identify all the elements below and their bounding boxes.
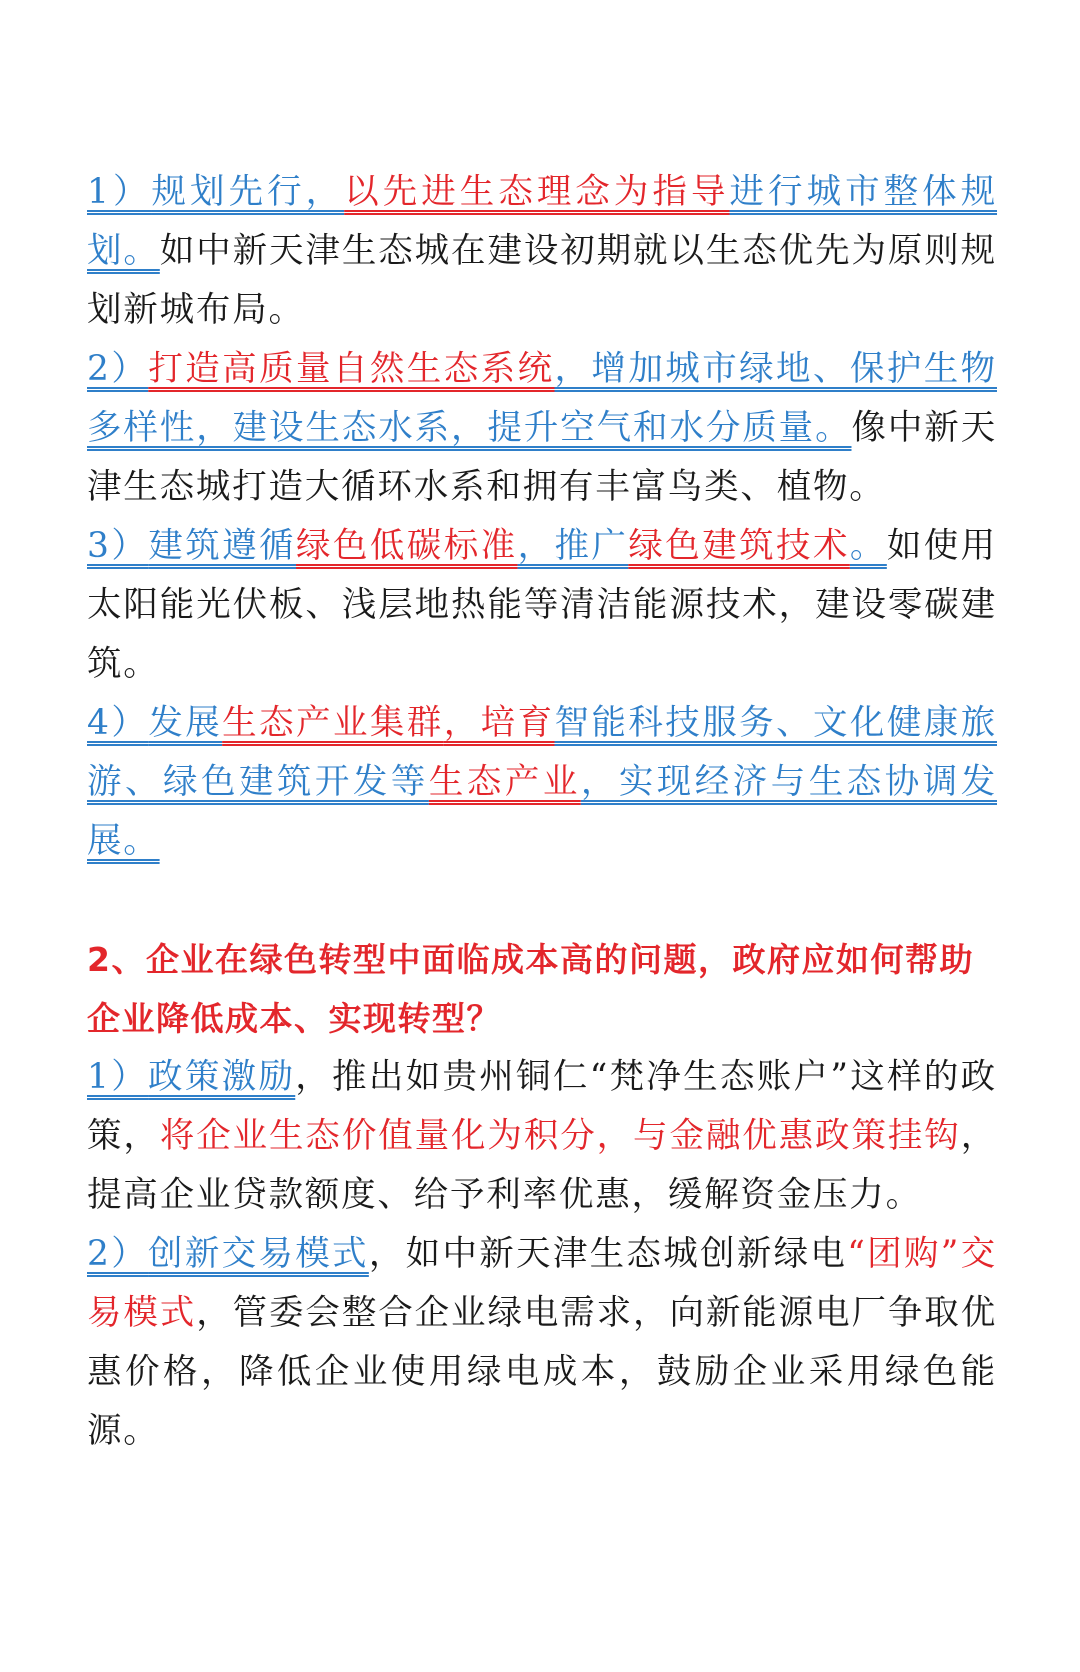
item-2-1-body-b: ，提高企业贷款额度、给予利率优惠，缓解资金压力。 — [87, 1116, 997, 1215]
item-1-1-heading: 规划先行， — [151, 172, 345, 212]
item-1-4-heading-b: 智能科技服务、文化健康旅游、绿色建筑开发等 — [87, 703, 997, 802]
item-1-4-number: 4） — [87, 703, 149, 743]
item-1-1-number: 1） — [87, 172, 152, 212]
item-1-3-heading-mid: ，推广 — [517, 526, 629, 566]
item-2-1 — [87, 1048, 997, 1225]
item-1-3-body: 如使用太阳能光伏板、浅层地热能等清洁能源技术，建设零碳建筑。 — [87, 526, 997, 684]
item-1-2 — [87, 340, 997, 517]
item-1-3-highlight-b: 绿色建筑技术 — [628, 526, 850, 566]
item-2-2-body-b: ，管委会整合企业绿电需求，向新能源电厂争取优惠价格，降低企业使用绿电成本，鼓励企业采用绿色能源。 — [87, 1293, 997, 1451]
item-2-2-heading: 创新交易模式 — [148, 1234, 369, 1274]
item-1-2-heading: ，增加城市绿地、保护生物多样性，建设生态水系，提升空气和水分质量。 — [87, 349, 997, 448]
item-1-4-highlight-b: 生态产业 — [428, 762, 581, 802]
section-spacer — [87, 871, 997, 930]
item-2-1-heading: 政策激励 — [148, 1057, 296, 1097]
item-2-1-highlight: 将企业生态价值量化为积分，与金融优惠政策挂钩 — [159, 1116, 961, 1156]
item-1-3-heading: 建筑遵循 — [148, 526, 297, 566]
item-2-2-body-a: ，如中新天津生态城创新绿电 — [368, 1234, 848, 1274]
item-1-4 — [87, 694, 997, 871]
item-2-1-body-a: ，推出如贵州铜仁“梵净生态账户”这样的政策， — [87, 1057, 997, 1156]
item-1-4-heading-mid: ，培育 — [443, 703, 555, 743]
item-1-3-highlight-a: 绿色低碳标准 — [296, 526, 518, 566]
item-1-2-number: 2） — [87, 349, 149, 389]
item-2-2-highlight: “团购”交易模式 — [87, 1234, 997, 1333]
item-1-3-heading-end: 。 — [849, 526, 887, 566]
item-1-1 — [87, 163, 997, 340]
item-1-1-body: 如中新天津生态城在建设初期就以生态优先为原则规划新城布局。 — [87, 231, 997, 330]
item-1-4-heading: 发展 — [148, 703, 223, 743]
item-1-3 — [87, 517, 997, 694]
item-2-1-number: 1） — [87, 1057, 149, 1097]
question-2-title: 2、企业在绿色转型中面临成本高的问题，政府应如何帮助企业降低成本、实现转型？ — [87, 940, 974, 1038]
item-2-2-number: 2） — [87, 1234, 149, 1274]
item-1-2-highlight: 打造高质量自然生态系统 — [148, 349, 555, 389]
item-1-3-number: 3） — [87, 526, 149, 566]
document-page — [87, 163, 997, 1461]
item-1-4-heading-end: ，实现经济与生态协调发展。 — [87, 762, 997, 861]
item-1-1-highlight: 以先进生态理念为指导 — [344, 172, 730, 212]
item-1-2-body: 像中新天津生态城打造大循环水系和拥有丰富鸟类、植物。 — [87, 408, 997, 507]
item-2-2 — [87, 1225, 997, 1461]
item-1-4-highlight-a: 生态产业集群 — [222, 703, 444, 743]
item-1-1-heading-end: 进行城市整体规划。 — [87, 172, 998, 271]
